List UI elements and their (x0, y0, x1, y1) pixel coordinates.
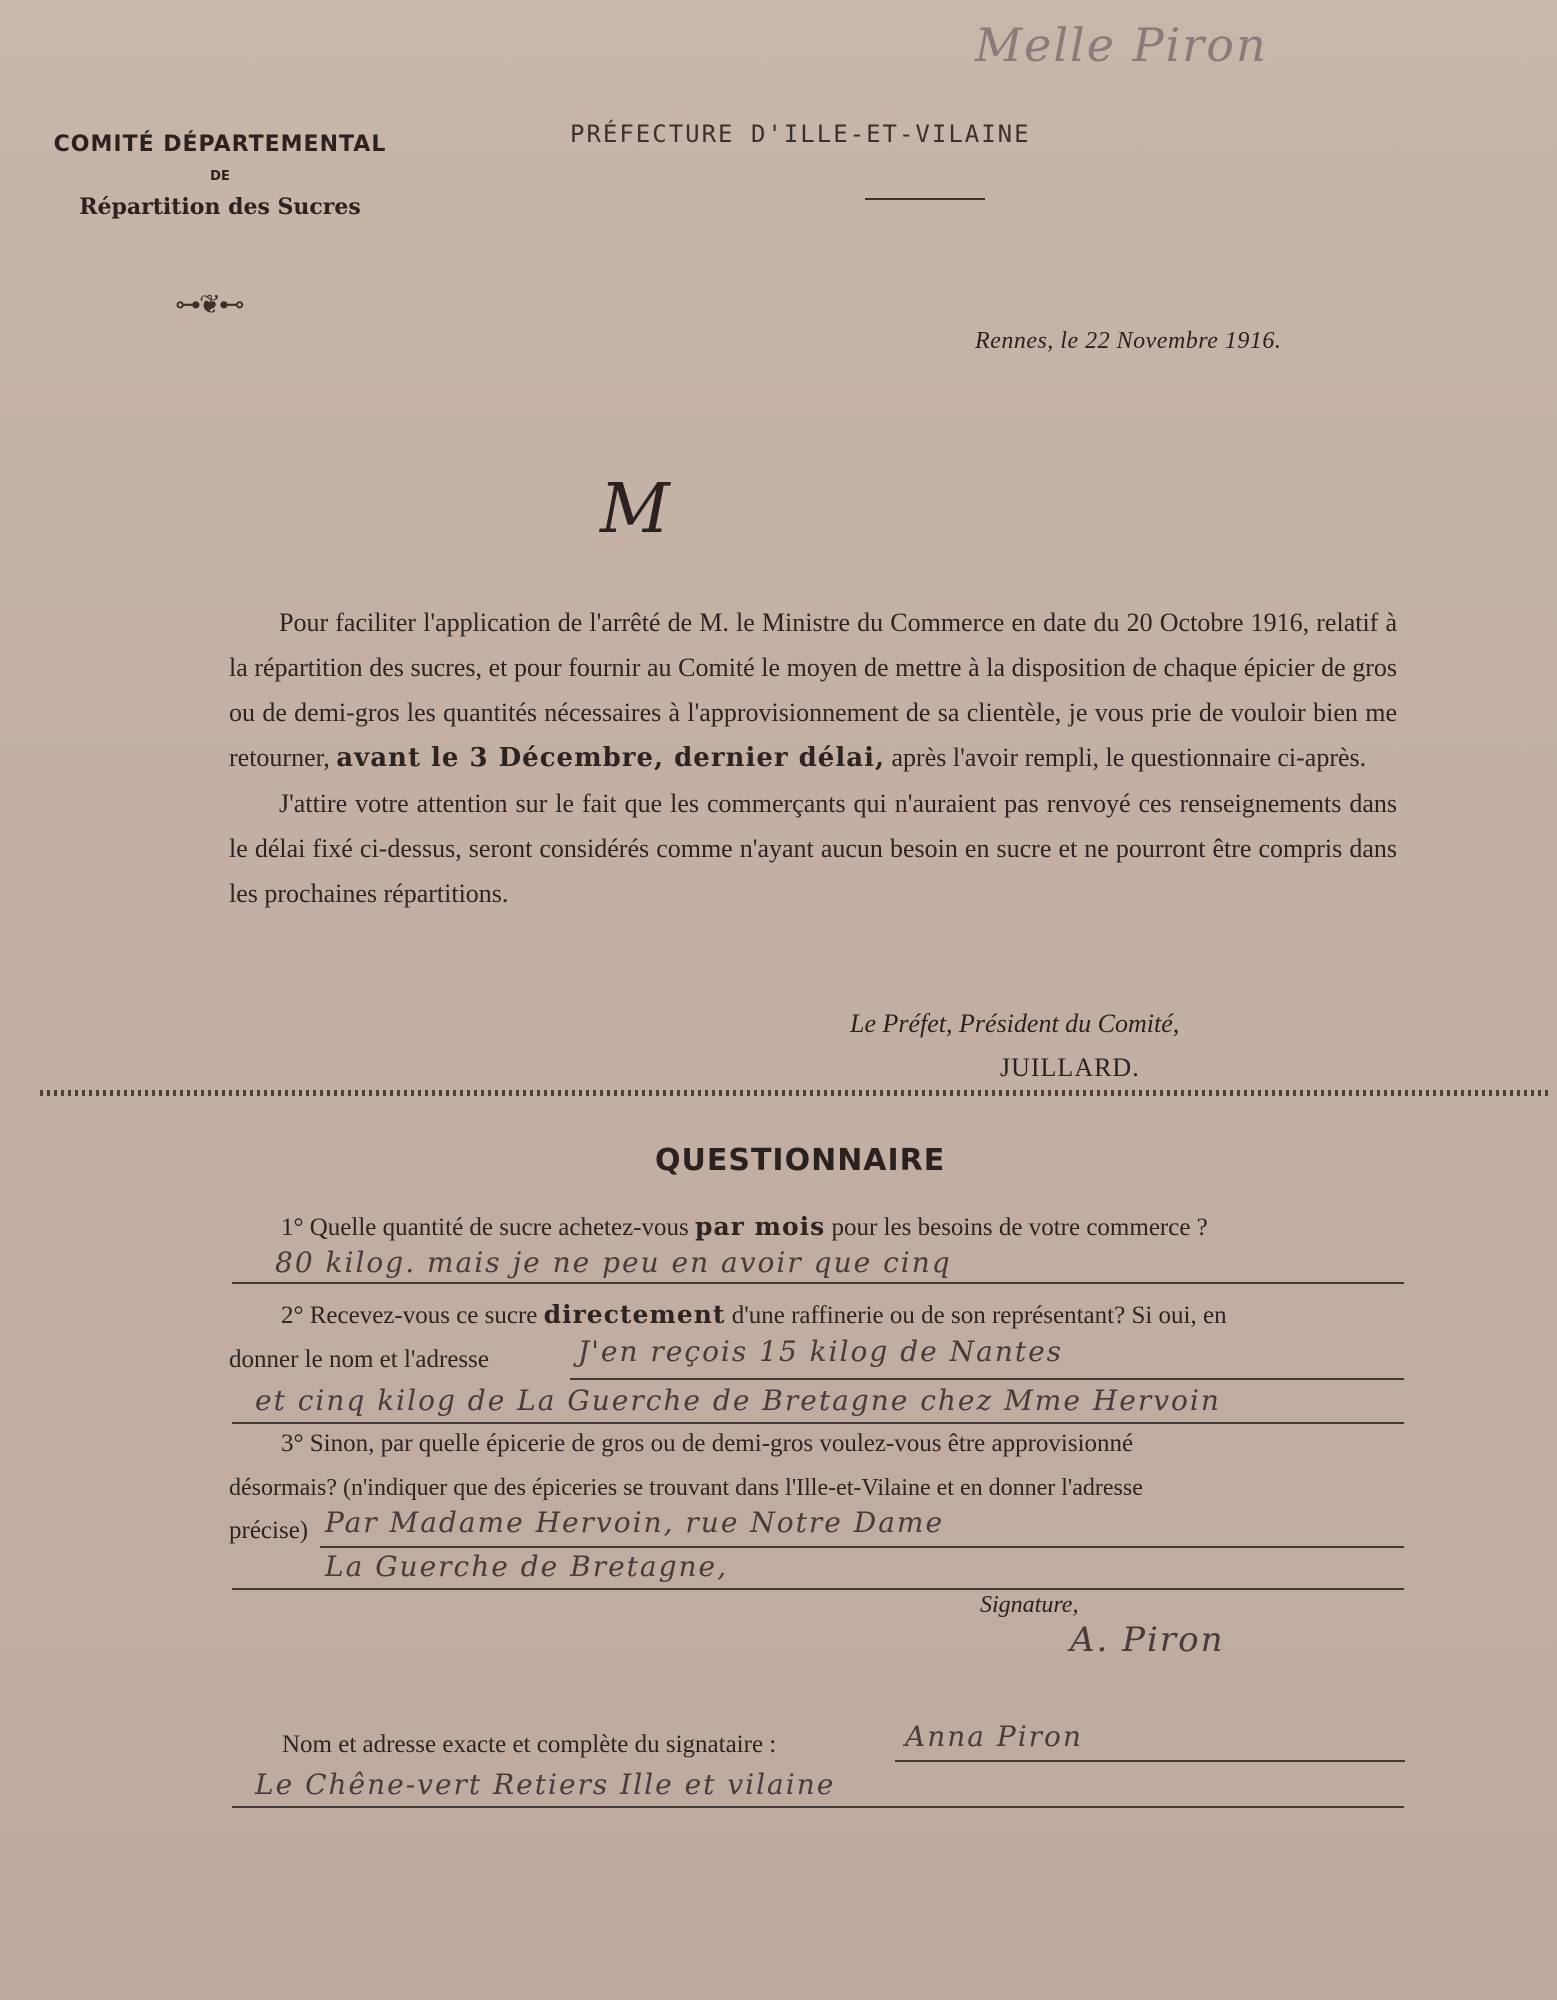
answer-2-line-1: J'en reçois 15 kilog de Nantes (578, 1335, 1064, 1368)
signatory-name: Anna Piron (905, 1720, 1083, 1753)
q2-text-b: d'une raffinerie ou de son représentant? Si oui, en (731, 1302, 1227, 1329)
committee-header (40, 132, 400, 220)
p1-text-b: après l'avoir rempli, le questionnaire ci-après. (891, 743, 1367, 772)
question-3-cont-2: précise) (229, 1517, 309, 1544)
answer-3-line-1-rule (320, 1546, 1404, 1548)
handwritten-recipient-name: Melle Piron (975, 18, 1268, 72)
question-3 (229, 1430, 1409, 1458)
signature-label: Signature, (980, 1592, 1079, 1618)
ornament-icon: ⊶❦⊷ (175, 290, 243, 319)
answer-2-line-1-rule (570, 1378, 1404, 1380)
prefecture-title: PRÉFECTURE D'ILLE-ET-VILAINE (570, 120, 1031, 148)
q2-bold: directement (543, 1300, 726, 1329)
signatory-label: Nom et adresse exacte et complète du signataire : (282, 1731, 777, 1758)
question-2 (229, 1300, 1409, 1330)
q3-text-a: 3° Sinon, par quelle épicerie de gros ou de demi-gros voulez-vous être approvisionné (281, 1430, 1134, 1457)
perforation-line (40, 1090, 1550, 1096)
answer-3-line-1: Par Madame Hervoin, rue Notre Dame (325, 1506, 945, 1539)
committee-subtitle: Répartition des Sucres (79, 194, 361, 220)
signatory-address-rule (232, 1806, 1404, 1808)
prefect-signature-block (850, 1002, 1179, 1090)
questionnaire-title: QUESTIONNAIRE (655, 1143, 946, 1178)
q1-text-a: 1° Quelle quantité de sucre achetez-vous (281, 1214, 689, 1241)
q1-text-b: pour les besoins de votre commerce ? (831, 1214, 1208, 1241)
question-1 (229, 1212, 1409, 1242)
letter-body (229, 600, 1397, 916)
question-2-cont: donner le nom et l'adresse (229, 1346, 489, 1373)
p1-text-a: Pour faciliter l'application de l'arrêté de M. le Ministre du Commerce en date du 20 Octobre 1916, relatif à la répartition des sucres, et pour fournir au Comité le moyen de mettre à la disposition de chaque épicier de gros ou de demi-gros les quantités nécessaires à l'approvisionnement de sa clientèle, je vous prie de vouloir bien me retourner, (229, 608, 1397, 772)
deadline-text: avant le 3 Décembre, dernier délai, (336, 743, 885, 773)
answer-2-line-2-rule (232, 1422, 1404, 1424)
letter-paragraph-2: J'attire votre attention sur le fait que les commerçants qui n'auraient pas renvoyé ces renseignements dans le délai fixé ci-dessus, seront considérés comme n'ayant aucun besoin en sucre et ne pourront être compris dans les prochaines répartitions. (229, 789, 1397, 908)
committee-de: DE (210, 169, 230, 184)
salutation: M (600, 470, 670, 549)
answer-1: 80 kilog. mais je ne peu en avoir que cinq (275, 1246, 952, 1279)
letter-paragraph-1 (229, 600, 1397, 781)
signature: A. Piron (1070, 1620, 1225, 1660)
letter-date: Rennes, le 22 Novembre 1916. (975, 328, 1282, 354)
answer-1-line (232, 1282, 1404, 1284)
q2-text-a: 2° Recevez-vous ce sucre (281, 1302, 538, 1329)
signatory-address: Le Chêne-vert Retiers Ille et vilaine (255, 1768, 836, 1801)
signer-name: JUILLARD. (1000, 1053, 1140, 1082)
signer-title: Le Préfet, Président du Comité, (850, 1009, 1180, 1038)
answer-3-line-2-rule (232, 1588, 1404, 1590)
signatory-name-rule (895, 1760, 1405, 1762)
committee-title: COMITÉ DÉPARTEMENTAL (53, 132, 387, 157)
answer-3-line-2: La Guerche de Bretagne, (325, 1550, 729, 1583)
answer-2-line-2: et cinq kilog de La Guerche de Bretagne chez Mme Hervoin (255, 1384, 1221, 1417)
q1-bold: par mois (695, 1212, 826, 1241)
header-rule (865, 198, 985, 200)
question-3-cont: désormais? (n'indiquer que des épiceries se trouvant dans l'Ille-et-Vilaine et en donner l'adresse (229, 1475, 1143, 1501)
